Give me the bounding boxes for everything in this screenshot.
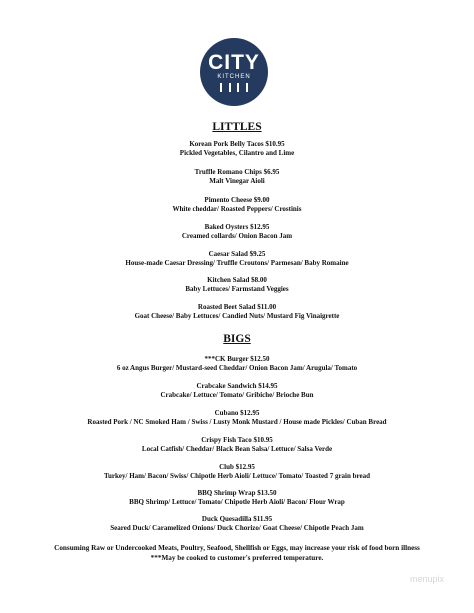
item-name-price: Cubano $12.95 <box>214 409 260 417</box>
item-name-price: Pimento Cheese $9.00 <box>204 196 270 204</box>
menu-item <box>0 303 474 321</box>
disclaimer-line-2: ***May be cooked to customer's preferred temperature. <box>150 554 324 562</box>
menu-item <box>0 355 474 373</box>
logo-city-text: CITY <box>208 51 260 74</box>
menu-item <box>0 250 474 268</box>
menu-item <box>0 515 474 533</box>
item-description: Local Catfish/ Cheddar/ Black Bean Salsa/ Lettuce/ Salsa Verde <box>141 445 333 453</box>
logo-kitchen-text: KITCHEN <box>217 74 251 80</box>
item-name-price: ***CK Burger $12.50 <box>204 355 270 363</box>
section-title-littles: LITTLES <box>212 121 262 133</box>
menu-item <box>0 489 474 507</box>
menu-item <box>0 168 474 186</box>
item-description: Turkey/ Ham/ Bacon/ Swiss/ Chipotle Herb Aioli/ Lettuce/ Tomato/ Toasted 7 grain bread <box>103 472 371 480</box>
menu-item <box>0 196 474 214</box>
watermark: menupix <box>410 574 445 584</box>
food-safety-disclaimer <box>0 543 474 563</box>
item-description: BBQ Shrimp/ Lettuce/ Tomato/ Chipotle Herb Aioli/ Bacon/ Flour Wrap <box>129 498 345 506</box>
item-name-price: Kitchen Salad $8.00 <box>207 276 267 284</box>
menu-item <box>0 409 474 427</box>
menu-item <box>0 463 474 481</box>
item-description: Pickled Vegetables, Cilantro and Lime <box>179 149 295 157</box>
item-name-price: Duck Quesadilla $11.95 <box>201 515 273 523</box>
menu-item <box>0 223 474 241</box>
item-description: Malt Vinegar Aioli <box>209 177 265 185</box>
item-description: Seared Duck/ Caramelized Onions/ Duck Chorizo/ Goat Cheese/ Chipotle Peach Jam <box>110 524 364 532</box>
item-name-price: Roasted Beet Salad $11.00 <box>197 303 277 311</box>
city-kitchen-logo <box>200 38 268 106</box>
item-name-price: Caesar Salad $9.25 <box>208 250 266 258</box>
item-description: Goat Cheese/ Baby Lettuces/ Candied Nuts/ Mustard Fig Vinaigrette <box>134 312 340 320</box>
item-name-price: Baked Oysters $12.95 <box>204 223 270 231</box>
disclaimer-line-1: Consuming Raw or Undercooked Meats, Poultry, Seafood, Shellfish or Eggs, may increase your risk of food born illness <box>54 544 420 552</box>
item-name-price: Korean Pork Belly Tacos $10.95 <box>189 140 285 148</box>
item-description: Roasted Pork / NC Smoked Ham / Swiss / Lusty Monk Mustard / House made Pickles/ Cuban Bread <box>87 418 387 426</box>
item-description: Baby Lettuces/ Farmstand Veggies <box>185 285 289 293</box>
menu-item <box>0 140 474 158</box>
menu-item <box>0 436 474 454</box>
item-name-price: BBQ Shrimp Wrap $13.50 <box>197 489 277 497</box>
menu-item <box>0 382 474 400</box>
menu-item <box>0 276 474 294</box>
item-description: House-made Caesar Dressing/ Truffle Croutons/ Parmesan/ Baby Romaine <box>125 259 349 267</box>
item-name-price: Club $12.95 <box>219 463 255 471</box>
section-title-bigs: BIGS <box>223 333 251 345</box>
item-name-price: Crabcake Sandwich $14.95 <box>196 382 278 390</box>
item-name-price: Truffle Romano Chips $6.95 <box>194 168 280 176</box>
item-name-price: Crispy Fish Taco $10.95 <box>201 436 273 444</box>
fork-icon <box>220 83 248 92</box>
item-description: Creamed collards/ Onion Bacon Jam <box>181 232 293 240</box>
item-description: 6 oz Angus Burger/ Mustard-seed Cheddar/ Onion Bacon Jam/ Arugula/ Tomato <box>116 364 358 372</box>
item-description: Crabcake/ Lettuce/ Tomato/ Gribiche/ Brioche Bun <box>160 391 314 399</box>
item-description: White cheddar/ Roasted Peppers/ Crostinis <box>172 205 302 213</box>
